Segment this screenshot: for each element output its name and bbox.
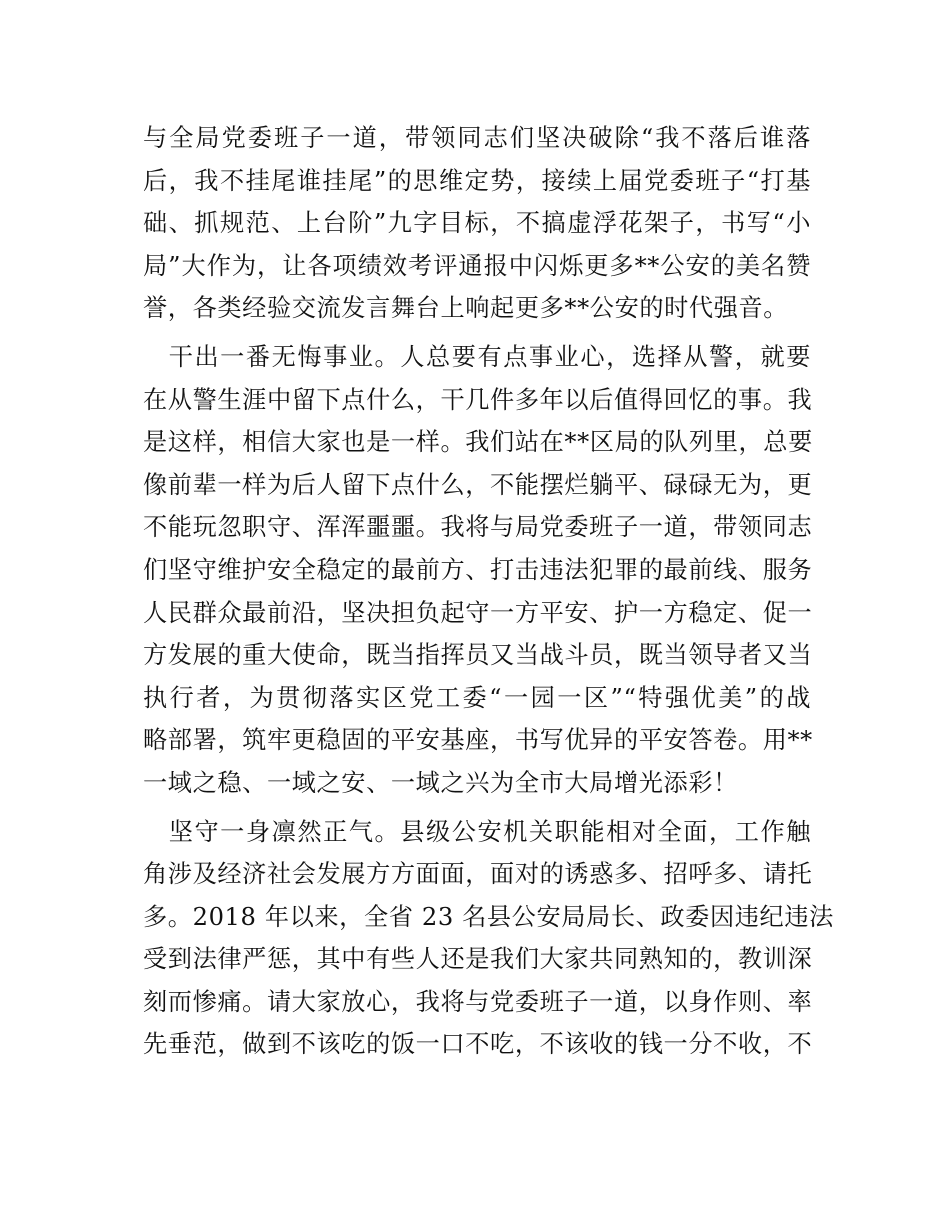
paragraph-1	[143, 117, 811, 330]
paragraph-2	[143, 336, 811, 805]
text-line: 略部署，筑牢更稳固的平安基座，书写优异的平安答卷。用**	[143, 726, 813, 755]
text-line: 一域之稳、一域之安、一域之兴为全市大局增光添彩！	[143, 768, 738, 797]
text-line: 刻而惨痛。请大家放心，我将与党委班子一道，以身作则、率	[143, 987, 813, 1016]
text-line: 是这样，相信大家也是一样。我们站在**区局的队列里，总要	[143, 428, 813, 457]
text-line: 干出一番无悔事业。人总要有点事业心，选择从警，就要	[143, 342, 811, 371]
text-line: 人民群众最前沿，坚决担负起守一方平安、护一方稳定、促一	[143, 598, 813, 627]
text-line: 坚守一身凛然正气。县级公安机关职能相对全面，工作触	[143, 817, 811, 846]
text-line: 后，我不挂尾谁挂尾”的思维定势，接续上届党委班子“打基	[143, 166, 811, 195]
text-line: 础、抓规范、上台阶”九字目标，不搞虚浮花架子，书写“小	[143, 209, 811, 238]
text-line: 在从警生涯中留下点什么，干几件多年以后值得回忆的事。我	[143, 385, 813, 414]
text-line: 多。2018 年以来，全省 23 名县公安局局长、政委因违纪违法	[143, 902, 834, 931]
text-line: 与全局党委班子一道，带领同志们坚决破除“我不落后谁落	[143, 124, 811, 152]
text-line: 像前辈一样为后人留下点什么，不能摆烂躺平、碌碌无为，更	[143, 470, 813, 499]
paragraph-3	[143, 811, 834, 1067]
text-line: 受到法律严惩，其中有些人还是我们大家共同熟知的，教训深	[143, 945, 813, 974]
text-line: 先垂范，做到不该吃的饭一口不吃，不该收的钱一分不收，不	[143, 1030, 813, 1059]
text-line: 角涉及经济社会发展方方面面，面对的诱惑多、招呼多、请托	[143, 860, 813, 889]
document-body	[143, 117, 834, 1066]
text-line: 们坚守维护安全稳定的最前方、打击违法犯罪的最前线、服务	[143, 555, 813, 584]
text-line: 誉，各类经验交流发言舞台上响起更多**公安的时代强音。	[143, 294, 789, 323]
text-line: 执行者，为贯彻落实区党工委“一园一区”“特强优美”的战	[143, 683, 811, 712]
text-line: 局”大作为，让各项绩效考评通报中闪烁更多**公安的美名赞	[143, 251, 811, 280]
text-line: 方发展的重大使命，既当指挥员又当战斗员，既当领导者又当	[143, 641, 813, 670]
text-line: 不能玩忽职守、浑浑噩噩。我将与局党委班子一道，带领同志	[143, 513, 813, 542]
